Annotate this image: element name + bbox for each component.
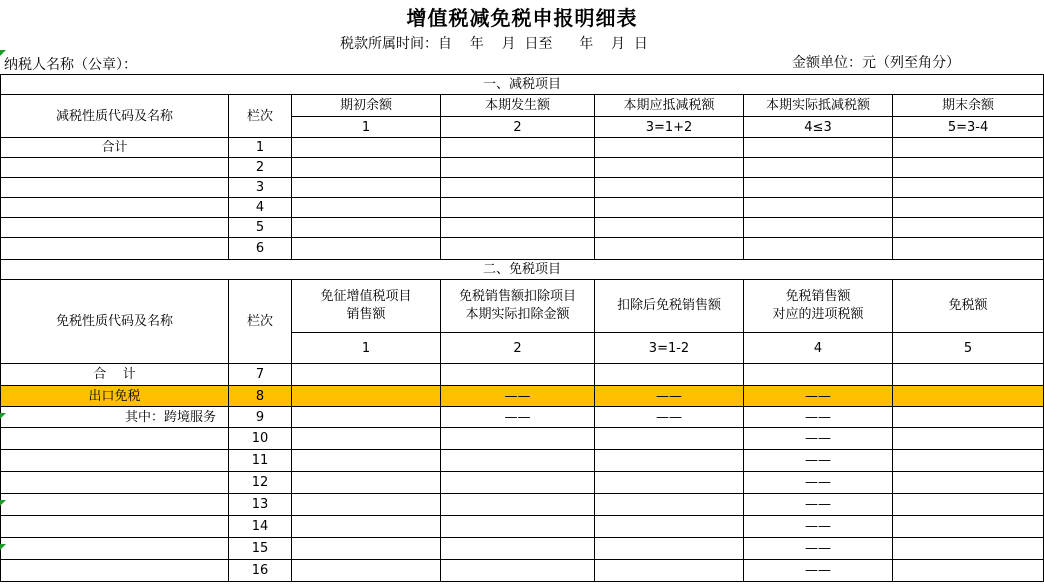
amount-cell[interactable]: —— xyxy=(744,450,893,472)
amount-cell[interactable] xyxy=(441,538,595,560)
amount-cell[interactable] xyxy=(292,364,441,386)
amount-cell[interactable] xyxy=(595,158,744,178)
amount-cell[interactable] xyxy=(893,428,1044,450)
row-line: 4 xyxy=(229,198,292,218)
table-row xyxy=(1,138,1044,158)
col-header: 扣除后免税销售额 xyxy=(595,280,744,333)
table-row xyxy=(1,218,1044,238)
row-line: 15 xyxy=(229,538,292,560)
row-line: 11 xyxy=(229,450,292,472)
table-row xyxy=(1,560,1044,582)
amount-cell[interactable] xyxy=(292,178,441,198)
row-name[interactable] xyxy=(1,494,229,516)
comment-marker-icon xyxy=(0,413,6,419)
row-line: 8 xyxy=(229,386,292,407)
table-row xyxy=(1,538,1044,560)
amount-cell[interactable] xyxy=(893,178,1044,198)
reduction-name-header: 减税性质代码及名称 xyxy=(1,95,229,138)
amount-cell[interactable] xyxy=(893,407,1044,428)
amount-cell[interactable]: —— xyxy=(441,407,595,428)
amount-cell[interactable] xyxy=(441,364,595,386)
col-number: 5=3-4 xyxy=(893,117,1044,138)
amount-cell[interactable] xyxy=(292,407,441,428)
amount-cell[interactable]: —— xyxy=(744,494,893,516)
reduction-line-header: 栏次 xyxy=(229,95,292,138)
amount-cell[interactable] xyxy=(744,138,893,158)
amount-cell[interactable] xyxy=(893,516,1044,538)
amount-cell[interactable] xyxy=(744,218,893,238)
row-name[interactable] xyxy=(1,218,229,238)
col-header: 本期应抵减税额 xyxy=(595,95,744,117)
amount-cell[interactable] xyxy=(595,198,744,218)
table-row xyxy=(1,472,1044,494)
relief-detail-table xyxy=(0,74,1044,582)
row-name[interactable] xyxy=(1,198,229,218)
row-name[interactable] xyxy=(1,560,229,582)
col-header: 本期实际抵减税额 xyxy=(744,95,893,117)
col-header: 期末余额 xyxy=(893,95,1044,117)
amount-cell[interactable] xyxy=(893,238,1044,260)
row-line: 14 xyxy=(229,516,292,538)
row-name[interactable]: 合 计 xyxy=(1,364,229,386)
amount-cell[interactable]: —— xyxy=(744,560,893,582)
amount-unit-label: 金额单位：元（列至角分） xyxy=(792,55,960,71)
amount-cell[interactable] xyxy=(595,494,744,516)
table-row xyxy=(1,450,1044,472)
exemption-name-header: 免税性质代码及名称 xyxy=(1,280,229,364)
amount-cell[interactable]: —— xyxy=(744,407,893,428)
amount-cell[interactable] xyxy=(893,560,1044,582)
row-line: 9 xyxy=(229,407,292,428)
amount-cell[interactable] xyxy=(744,158,893,178)
amount-cell[interactable] xyxy=(441,428,595,450)
amount-cell[interactable] xyxy=(595,238,744,260)
row-line: 12 xyxy=(229,472,292,494)
table-row xyxy=(1,516,1044,538)
table-row xyxy=(1,198,1044,218)
amount-cell[interactable] xyxy=(441,560,595,582)
amount-cell[interactable] xyxy=(292,494,441,516)
amount-cell[interactable] xyxy=(595,178,744,198)
amount-cell[interactable] xyxy=(893,538,1044,560)
row-name[interactable] xyxy=(1,538,229,560)
amount-cell[interactable] xyxy=(893,472,1044,494)
amount-cell[interactable] xyxy=(441,494,595,516)
col-number: 4 xyxy=(744,333,893,364)
row-line: 2 xyxy=(229,158,292,178)
col-number: 2 xyxy=(441,117,595,138)
amount-cell[interactable] xyxy=(441,178,595,198)
row-line: 6 xyxy=(229,238,292,260)
row-line: 3 xyxy=(229,178,292,198)
amount-cell[interactable] xyxy=(292,516,441,538)
col-header: 免税额 xyxy=(893,280,1044,333)
amount-cell[interactable] xyxy=(292,386,441,407)
amount-cell[interactable]: —— xyxy=(744,472,893,494)
row-name[interactable] xyxy=(1,178,229,198)
col-number: 1 xyxy=(292,333,441,364)
row-name[interactable] xyxy=(1,428,229,450)
row-name[interactable] xyxy=(1,516,229,538)
amount-cell[interactable] xyxy=(893,218,1044,238)
col-number: 5 xyxy=(893,333,1044,364)
amount-cell[interactable] xyxy=(292,158,441,178)
amount-cell[interactable] xyxy=(893,386,1044,407)
amount-cell[interactable] xyxy=(595,218,744,238)
amount-cell[interactable] xyxy=(292,198,441,218)
amount-cell[interactable] xyxy=(441,138,595,158)
row-name[interactable] xyxy=(1,472,229,494)
amount-cell[interactable] xyxy=(441,198,595,218)
amount-cell[interactable] xyxy=(292,538,441,560)
row-name[interactable] xyxy=(1,238,229,260)
row-name[interactable]: 其中：跨境服务 xyxy=(1,407,229,428)
amount-cell[interactable] xyxy=(292,472,441,494)
table-row xyxy=(1,364,1044,386)
table-row xyxy=(1,407,1044,428)
amount-cell[interactable] xyxy=(441,472,595,494)
table-row xyxy=(1,178,1044,198)
col-number: 4≤3 xyxy=(744,117,893,138)
row-line: 7 xyxy=(229,364,292,386)
amount-cell[interactable]: —— xyxy=(744,386,893,407)
section-title-reduction: 一、减税项目 xyxy=(1,75,1044,95)
amount-cell[interactable] xyxy=(292,450,441,472)
comment-marker-icon xyxy=(0,50,6,56)
comment-marker-icon xyxy=(0,544,6,550)
amount-cell[interactable] xyxy=(893,198,1044,218)
row-name[interactable]: 出口免税 xyxy=(1,386,229,407)
taxpayer-name-label: 纳税人名称（公章）： xyxy=(4,57,137,73)
amount-cell[interactable] xyxy=(595,428,744,450)
table-row-highlighted xyxy=(1,386,1044,407)
amount-cell[interactable] xyxy=(595,364,744,386)
amount-cell[interactable] xyxy=(744,198,893,218)
amount-cell[interactable] xyxy=(441,218,595,238)
col-header: 免税销售额 对应的进项税额 xyxy=(744,280,893,333)
amount-cell[interactable] xyxy=(744,364,893,386)
amount-cell[interactable] xyxy=(893,494,1044,516)
amount-cell[interactable]: —— xyxy=(744,516,893,538)
amount-cell[interactable] xyxy=(292,428,441,450)
col-header: 免税销售额扣除项目 本期实际扣除金额 xyxy=(441,280,595,333)
table-row xyxy=(1,158,1044,178)
amount-cell[interactable] xyxy=(893,364,1044,386)
amount-cell[interactable] xyxy=(441,158,595,178)
table-row xyxy=(1,494,1044,516)
amount-cell[interactable] xyxy=(744,238,893,260)
amount-cell[interactable] xyxy=(441,516,595,538)
amount-cell[interactable] xyxy=(292,138,441,158)
comment-marker-icon xyxy=(0,500,6,506)
table-row xyxy=(1,428,1044,450)
col-number: 3=1-2 xyxy=(595,333,744,364)
section-title-exemption: 二、免税项目 xyxy=(1,260,1044,280)
col-header: 期初余额 xyxy=(292,95,441,117)
amount-cell[interactable] xyxy=(292,560,441,582)
amount-cell[interactable] xyxy=(595,560,744,582)
amount-cell[interactable]: —— xyxy=(441,386,595,407)
row-line: 5 xyxy=(229,218,292,238)
exemption-line-header: 栏次 xyxy=(229,280,292,364)
amount-cell[interactable] xyxy=(595,138,744,158)
row-line: 10 xyxy=(229,428,292,450)
amount-cell[interactable] xyxy=(441,238,595,260)
amount-cell[interactable]: —— xyxy=(595,386,744,407)
col-number: 3=1+2 xyxy=(595,117,744,138)
amount-cell[interactable] xyxy=(595,516,744,538)
row-line: 1 xyxy=(229,138,292,158)
form-title: 增值税减免税申报明细表 xyxy=(406,6,638,30)
row-name[interactable]: 合计 xyxy=(1,138,229,158)
amount-cell[interactable] xyxy=(893,158,1044,178)
row-line: 16 xyxy=(229,560,292,582)
amount-cell[interactable] xyxy=(893,450,1044,472)
col-header: 本期发生额 xyxy=(441,95,595,117)
amount-cell[interactable]: —— xyxy=(744,428,893,450)
row-name[interactable] xyxy=(1,158,229,178)
amount-cell[interactable] xyxy=(893,138,1044,158)
amount-cell[interactable]: —— xyxy=(595,407,744,428)
amount-cell[interactable] xyxy=(292,218,441,238)
amount-cell[interactable] xyxy=(292,238,441,260)
tax-period-label: 税款所属时间：自 年 月 日至 年 月 日 xyxy=(340,36,648,52)
amount-cell[interactable] xyxy=(595,538,744,560)
col-number: 2 xyxy=(441,333,595,364)
table-row xyxy=(1,238,1044,260)
col-number: 1 xyxy=(292,117,441,138)
col-header: 免征增值税项目 销售额 xyxy=(292,280,441,333)
amount-cell[interactable] xyxy=(744,178,893,198)
amount-cell[interactable] xyxy=(595,472,744,494)
amount-cell[interactable]: —— xyxy=(744,538,893,560)
amount-cell[interactable] xyxy=(595,450,744,472)
row-name[interactable] xyxy=(1,450,229,472)
amount-cell[interactable] xyxy=(441,450,595,472)
row-line: 13 xyxy=(229,494,292,516)
